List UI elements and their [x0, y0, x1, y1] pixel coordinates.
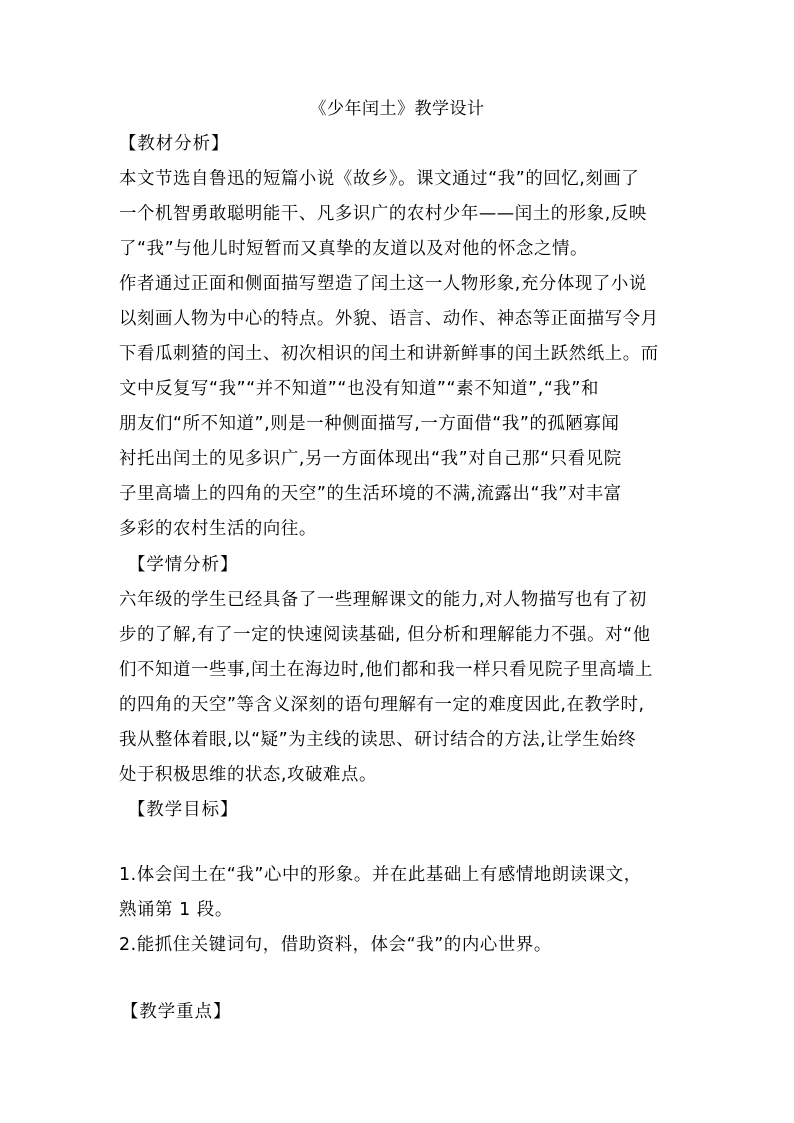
paragraph-line: 了“我”与他儿时短暂而又真挚的友道以及对他的怀念之情。	[119, 239, 588, 259]
document-title: 《少年闰土》教学设计	[309, 99, 485, 119]
paragraph-line: 下看瓜刺猹的闰土、初次相识的闰土和讲新鲜事的闰土跃然纸上。而	[119, 344, 659, 364]
paragraph-line: 本文节选自鲁迅的短篇小说《故乡》。课文通过“我”的回忆,刻画了	[119, 169, 640, 189]
paragraph-line: 我从整体着眼,以“疑”为主线的读思、研讨结合的方法,让学生始终	[119, 730, 637, 750]
paragraph-line: 以刻画人物为中心的特点。外貌、语言、动作、神态等正面描写令月	[119, 309, 659, 329]
paragraph-line: 熟诵第 1 段。	[119, 900, 233, 920]
paragraph-line: 们不知道一些事,闰土在海边时,他们都和我一样只看见院子里高墙上	[119, 660, 653, 680]
paragraph-line: 六年级的学生已经具备了一些理解课文的能力,对人物描写也有了初	[119, 590, 647, 610]
paragraph-line: 的四角的天空”等含义深刻的语句理解有一定的难度因此,在教学时,	[119, 695, 645, 715]
section-heading-students: 【学情分析】	[128, 555, 239, 575]
paragraph-line: 1.体会闰土在“我”心中的形象。并在此基础上有感情地朗读课文，	[119, 865, 642, 885]
paragraph-line: 2.能抓住关键词句，借助资料，体会“我”的内心世界。	[119, 935, 552, 955]
paragraph-line: 步的了解,有了一定的快速阅读基础, 但分析和理解能力不强。对“他	[119, 625, 651, 645]
paragraph-line: 处于积极思维的状态,攻破难点。	[119, 765, 377, 785]
paragraph-line: 朋友们“所不知道”,则是一种侧面描写,一方面借“我”的孤陋寡闻	[119, 414, 620, 434]
section-heading-focus: 【教学重点】	[121, 1002, 232, 1022]
paragraph-line: 一个机智勇敢聪明能干、凡多识广的农村少年——闰土的形象,反映	[119, 204, 647, 224]
paragraph-line: 衬托出闰土的见多识广,另一方面体现出“我”对自己那“只看见院	[119, 449, 622, 469]
paragraph-line: 多彩的农村生活的向往。	[119, 519, 317, 539]
section-heading-material: 【教材分析】	[119, 134, 230, 154]
section-heading-goals: 【教学目标】	[128, 800, 239, 820]
paragraph-line: 作者通过正面和侧面描写塑造了闰土这一人物形象,充分体现了小说	[119, 274, 647, 294]
paragraph-line: 文中反复写“我”“并不知道”“也没有知道”“素不知道”,“我”和	[119, 379, 600, 399]
paragraph-line: 子里高墙上的四角的天空”的生活环境的不满,流露出“我”对丰富	[119, 484, 622, 504]
